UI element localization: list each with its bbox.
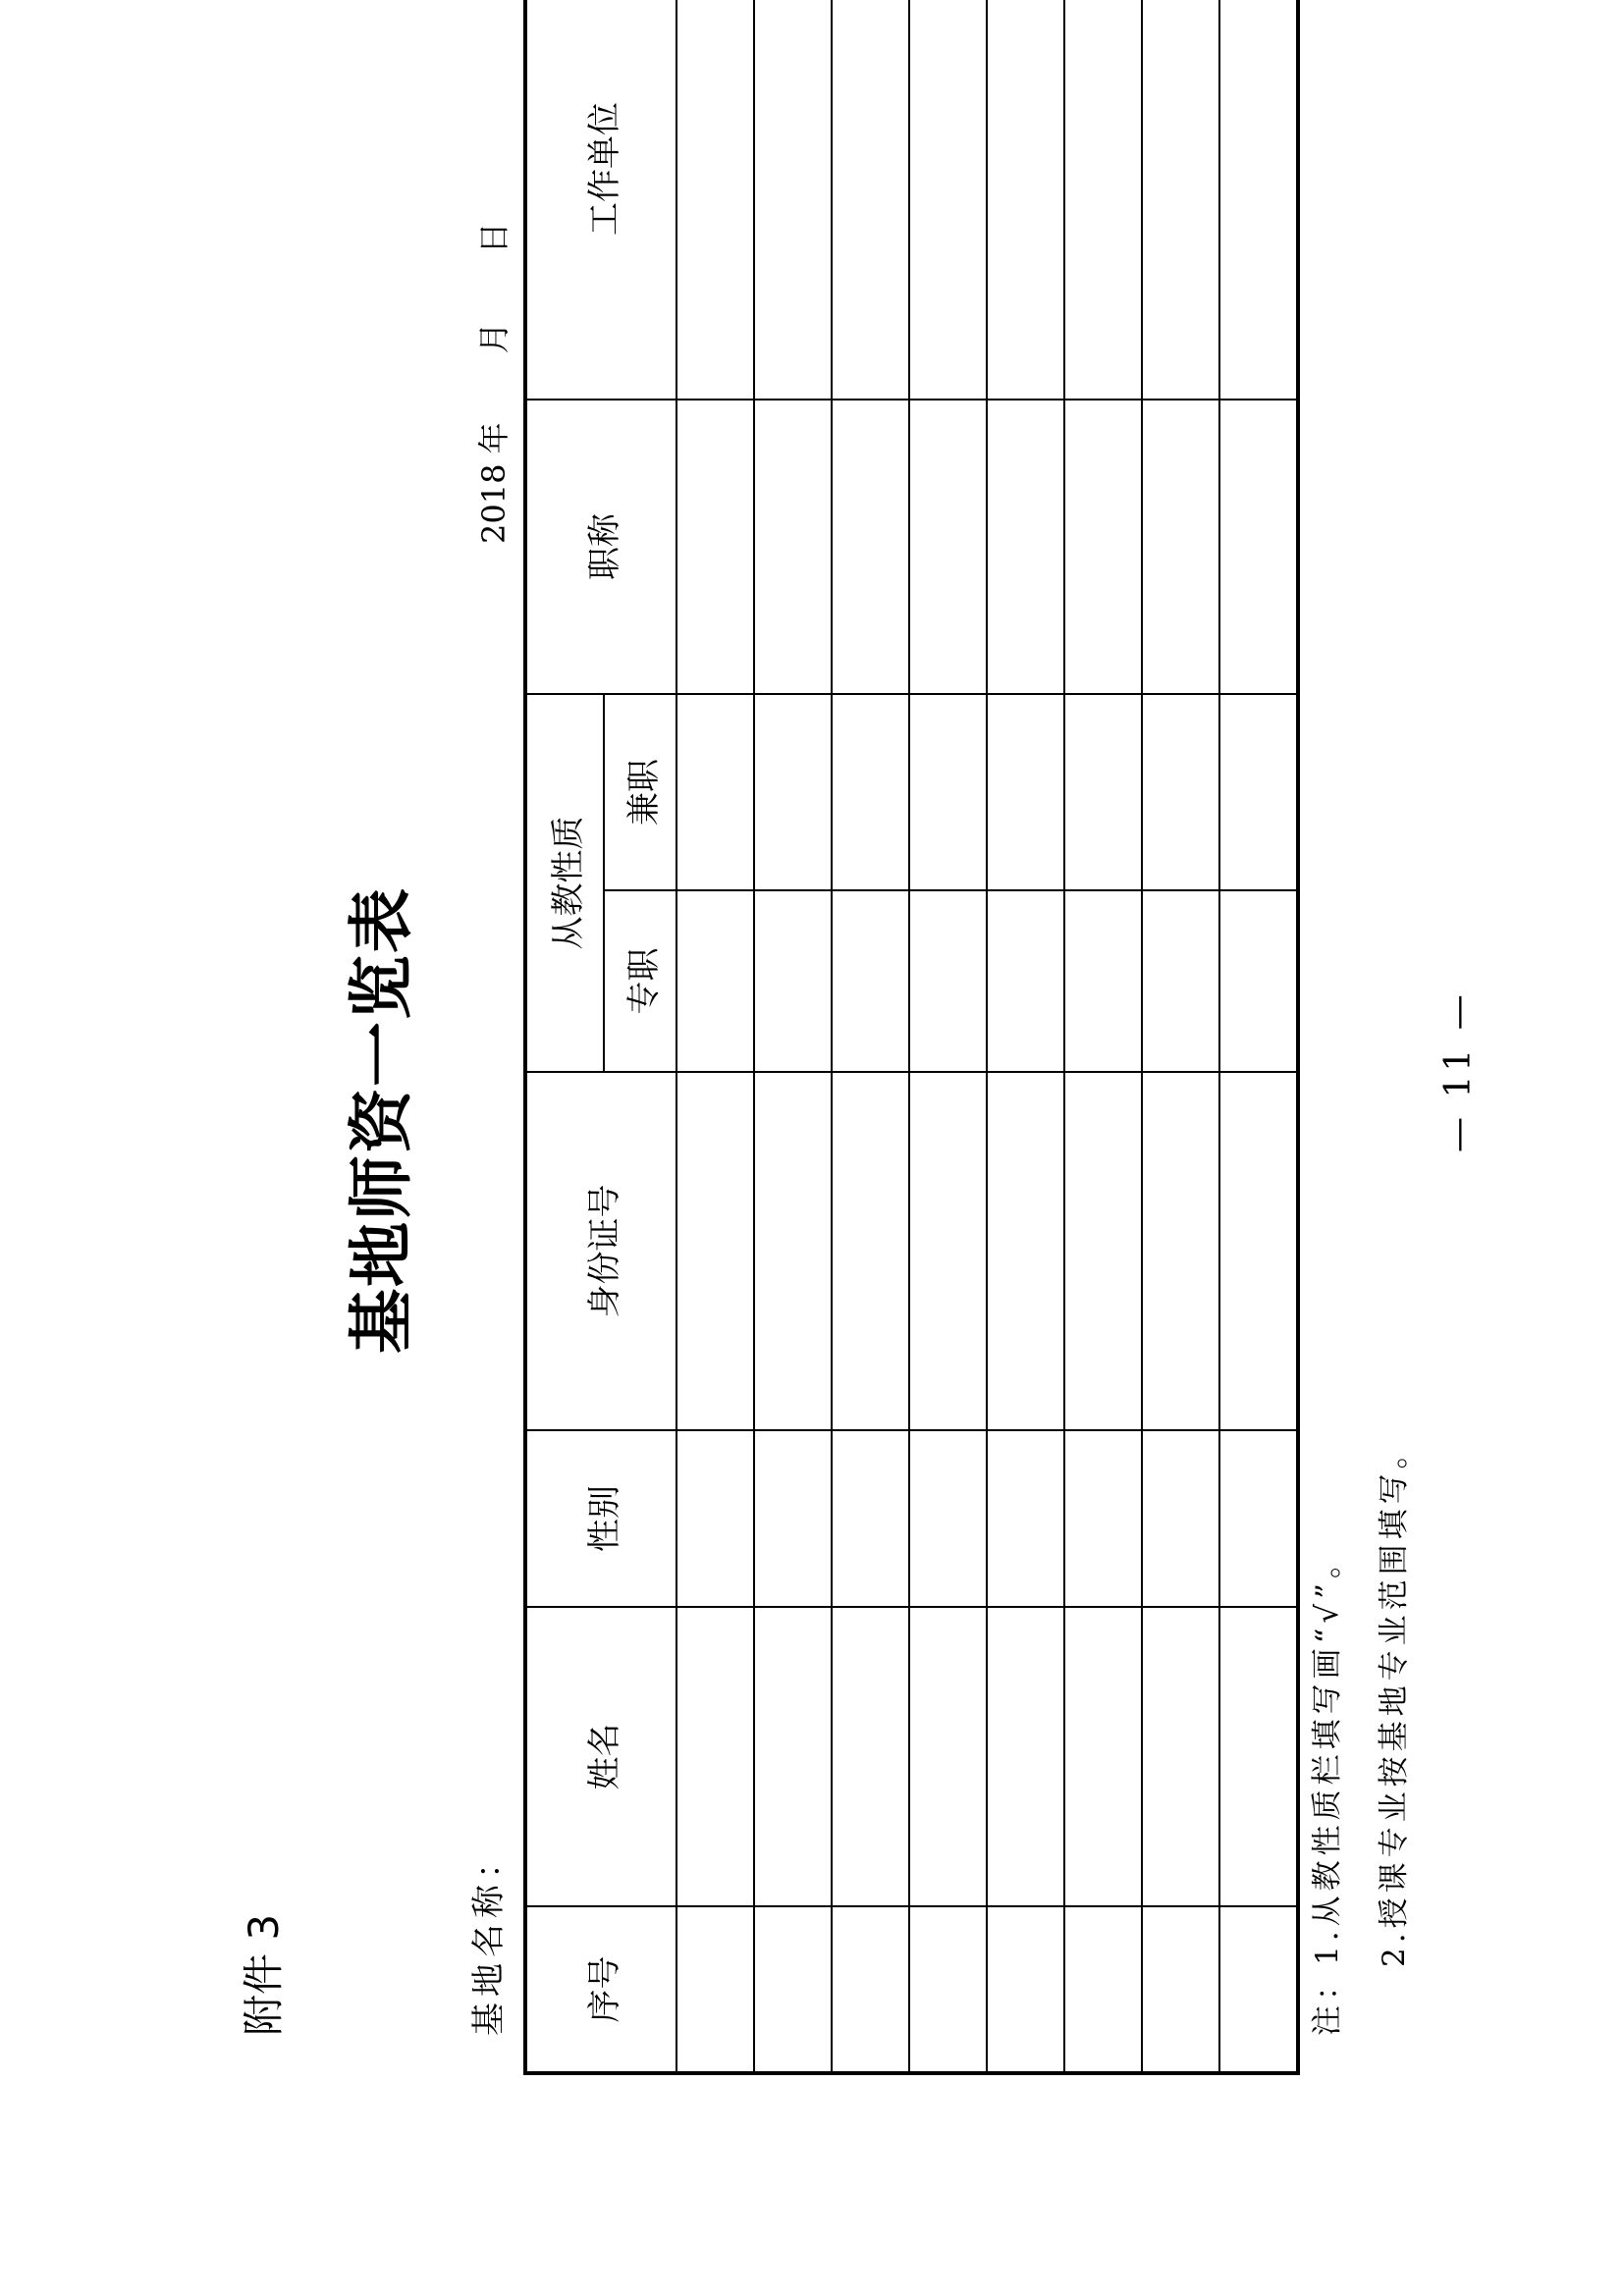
table-cell[interactable] (987, 1430, 1064, 1607)
table-cell[interactable] (909, 1607, 987, 1906)
table-cell[interactable] (832, 694, 909, 890)
table-cell[interactable] (1142, 890, 1219, 1072)
table-cell[interactable] (1219, 400, 1298, 694)
table-cell[interactable] (1219, 1072, 1298, 1430)
header-part-time: 兼职 (604, 694, 676, 890)
table-cell[interactable] (1064, 694, 1142, 890)
table-row (987, 0, 1064, 2073)
table-cell[interactable] (754, 1607, 832, 1906)
table-row (1064, 0, 1142, 2073)
table-cell[interactable] (754, 400, 832, 694)
note-line-2: 2.授课专业按基地专业范围填写。 (1377, 1433, 1412, 1967)
date-month: 月 (475, 322, 513, 354)
table-cell[interactable] (1142, 1906, 1219, 2073)
table-cell[interactable] (676, 0, 754, 400)
table-cell[interactable] (987, 1906, 1064, 2073)
table-cell[interactable] (1142, 1072, 1219, 1430)
table-cell[interactable] (1219, 890, 1298, 1072)
table-cell[interactable] (909, 1906, 987, 2073)
table-cell[interactable] (909, 400, 987, 694)
table-cell[interactable] (1142, 1430, 1219, 1607)
table-cell[interactable] (987, 694, 1064, 890)
table-cell[interactable] (987, 400, 1064, 694)
table-cell[interactable] (1064, 0, 1142, 400)
table-cell[interactable] (1219, 694, 1298, 890)
table-cell[interactable] (832, 400, 909, 694)
table-cell[interactable] (676, 1430, 754, 1607)
header-id-number: 身份证号 (525, 1072, 676, 1430)
table-cell[interactable] (1219, 1430, 1298, 1607)
table-cell[interactable] (676, 890, 754, 1072)
table-cell[interactable] (1064, 400, 1142, 694)
table-cell[interactable] (909, 890, 987, 1072)
table-cell[interactable] (676, 1072, 754, 1430)
table-cell[interactable] (832, 1607, 909, 1906)
page-title: 基地师资一览表 (343, 886, 419, 1354)
table-cell[interactable] (1064, 1072, 1142, 1430)
table-cell[interactable] (676, 400, 754, 694)
page-number: — 11 — (1438, 990, 1479, 1152)
date-day: 日 (475, 222, 513, 254)
table-cell[interactable] (832, 890, 909, 1072)
header-teaching-nature: 从教性质 (525, 694, 604, 1072)
table-cell[interactable] (987, 0, 1064, 400)
table-cell[interactable] (754, 0, 832, 400)
date-year: 2018 年 (475, 422, 513, 544)
table-row (754, 0, 832, 2073)
table-cell[interactable] (754, 890, 832, 1072)
table-cell[interactable] (909, 1072, 987, 1430)
header-title: 职称 (525, 400, 676, 694)
header-employer: 工作单位 (525, 0, 676, 400)
notes (1294, 1433, 1428, 2036)
table-row (832, 0, 909, 2073)
table-cell[interactable] (909, 0, 987, 400)
table-cell[interactable] (1064, 1430, 1142, 1607)
table-cell[interactable] (832, 1072, 909, 1430)
table-cell[interactable] (909, 1430, 987, 1607)
table-cell[interactable] (832, 0, 909, 400)
table-cell[interactable] (1142, 694, 1219, 890)
table-cell[interactable] (676, 1607, 754, 1906)
table-row (676, 0, 754, 2073)
table-cell[interactable] (754, 694, 832, 890)
table-row (909, 0, 987, 2073)
table-cell[interactable] (1064, 890, 1142, 1072)
table-cell[interactable] (754, 1430, 832, 1607)
table-cell[interactable] (676, 694, 754, 890)
table-cell[interactable] (1064, 1607, 1142, 1906)
table-cell[interactable] (676, 1906, 754, 2073)
table-cell[interactable] (832, 1906, 909, 2073)
header-name: 姓名 (525, 1607, 676, 1906)
header-full-time: 专职 (604, 890, 676, 1072)
note-line-1: 注：1.从教性质栏填写画“√”。 (1310, 1542, 1345, 2036)
table-cell[interactable] (1219, 1906, 1298, 2073)
table-cell[interactable] (754, 1072, 832, 1430)
faculty-table (523, 0, 1300, 2075)
table-cell[interactable] (1142, 0, 1219, 400)
date-line (469, 222, 514, 544)
header-gender: 性别 (525, 1430, 676, 1607)
table-body (676, 0, 1298, 2073)
table-cell[interactable] (1142, 1607, 1219, 1906)
table-cell[interactable] (987, 1607, 1064, 1906)
table-cell[interactable] (754, 1906, 832, 2073)
table-cell[interactable] (1064, 1906, 1142, 2073)
base-name-label: 基地名称： (469, 1840, 509, 2036)
table-cell[interactable] (1219, 1607, 1298, 1906)
table-cell[interactable] (909, 694, 987, 890)
header-seq: 序号 (525, 1906, 676, 2073)
table-cell[interactable] (987, 890, 1064, 1072)
table-cell[interactable] (1142, 400, 1219, 694)
table-cell[interactable] (987, 1072, 1064, 1430)
attachment-label: 附件 3 (240, 1913, 288, 2036)
table-row (1142, 0, 1219, 2073)
table-cell[interactable] (832, 1430, 909, 1607)
table-row (1219, 0, 1298, 2073)
table-cell[interactable] (1219, 0, 1298, 400)
